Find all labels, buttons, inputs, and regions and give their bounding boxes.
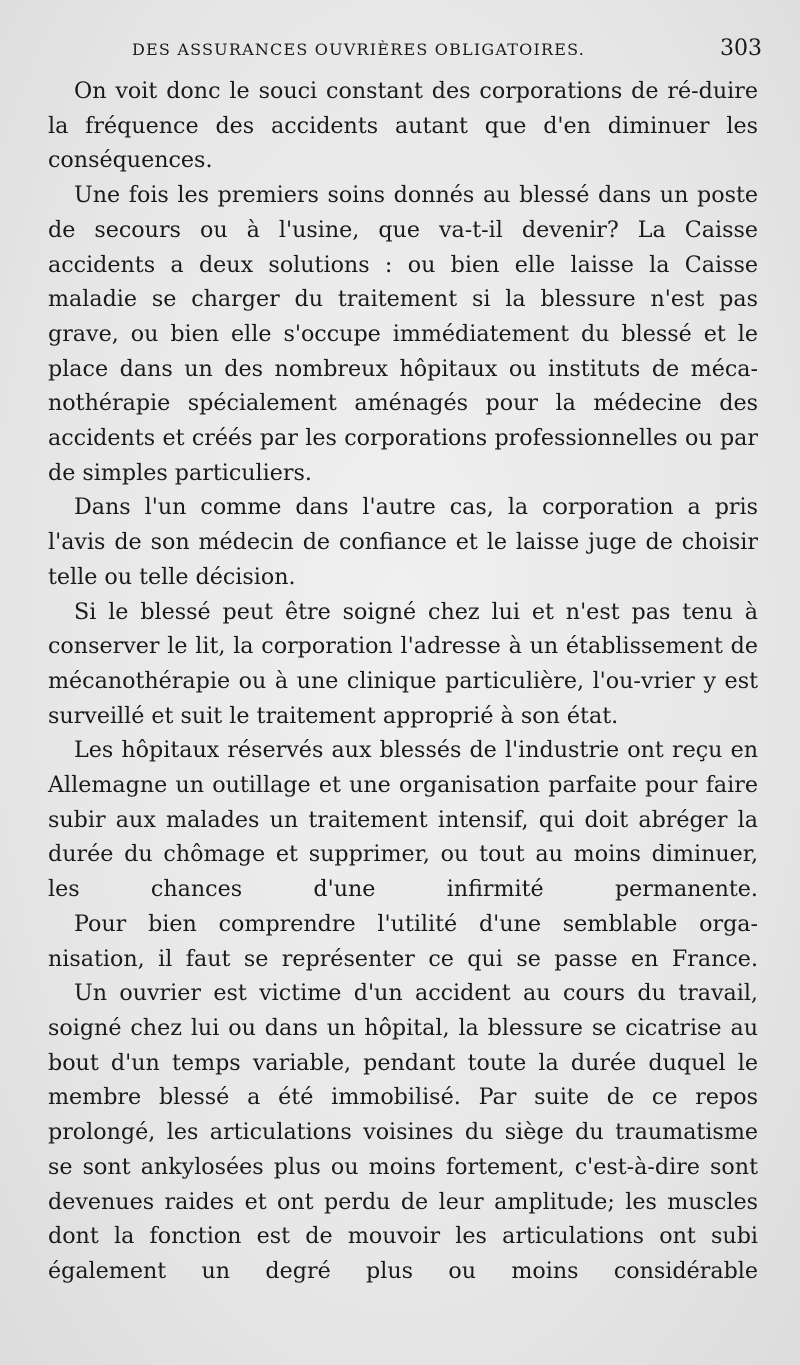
paragraph-3: Dans l'un comme dans l'autre cas, la corporation a pris l'avis de son médecin de confiance et le laisse juge de choisir telle ou telle décision. bbox=[48, 494, 758, 590]
paragraph-6: Pour bien comprendre l'utilité d'une semblable orga-nisation, il faut se représenter ce qui se passe en France. bbox=[48, 910, 758, 972]
paragraph-4: Si le blessé peut être soigné chez lui et n'est pas tenu à conserver le lit, la corporation l'adresse à un établissement de mécanothérapie ou à une clinique particulière, l'ou-vrier y est surveillé et suit le traitement approprié à son état. bbox=[48, 598, 758, 729]
paragraph-1: On voit donc le souci constant des corporations de ré-duire la fréquence des accidents autant que d'en diminuer les conséquences. bbox=[48, 78, 758, 174]
page-header bbox=[132, 36, 762, 66]
paragraph-2: Une fois les premiers soins donnés au blessé dans un poste de secours ou à l'usine, que va-t-il devenir? La Caisse accidents a deux solutions : ou bien elle laisse la Caisse maladie se charger du traitement si la blessure n'est pas grave, ou bien elle s'occupe immédiatement du blessé et le place dans un des nombreux hôpitaux ou instituts de méca-nothérapie spécialement aménagés pour la médecine des accidents et créés par les corporations professionnelles ou par de simples particuliers. bbox=[48, 182, 758, 486]
paragraph-5: Les hôpitaux réservés aux blessés de l'industrie ont reçu en Allemagne un outillage et une organisation parfaite pour faire subir aux malades un traitement intensif, qui doit abréger la durée du chômage et supprimer, ou tout au moins diminuer, les chances d'une infirmité permanente. bbox=[48, 737, 758, 903]
paragraph-7: Un ouvrier est victime d'un accident au cours du travail, soigné chez lui ou dans un hôpital, la blessure se cicatrise au bout d'un temps variable, pendant toute la durée duquel le membre blessé a été immobilisé. Par suite de ce repos prolongé, les articulations voisines du siège du traumatisme se sont ankylosées plus ou moins fortement, c'est-à-dire sont devenues raides et ont perdu de leur amplitude; les muscles dont la fonction est de mouvoir les articulations ont subi également un degré plus ou moins considérable bbox=[48, 980, 758, 1284]
running-title: DES ASSURANCES OUVRIÈRES OBLIGATOIRES. bbox=[132, 40, 585, 59]
body-text bbox=[48, 74, 758, 1289]
page-number: 303 bbox=[720, 36, 762, 61]
